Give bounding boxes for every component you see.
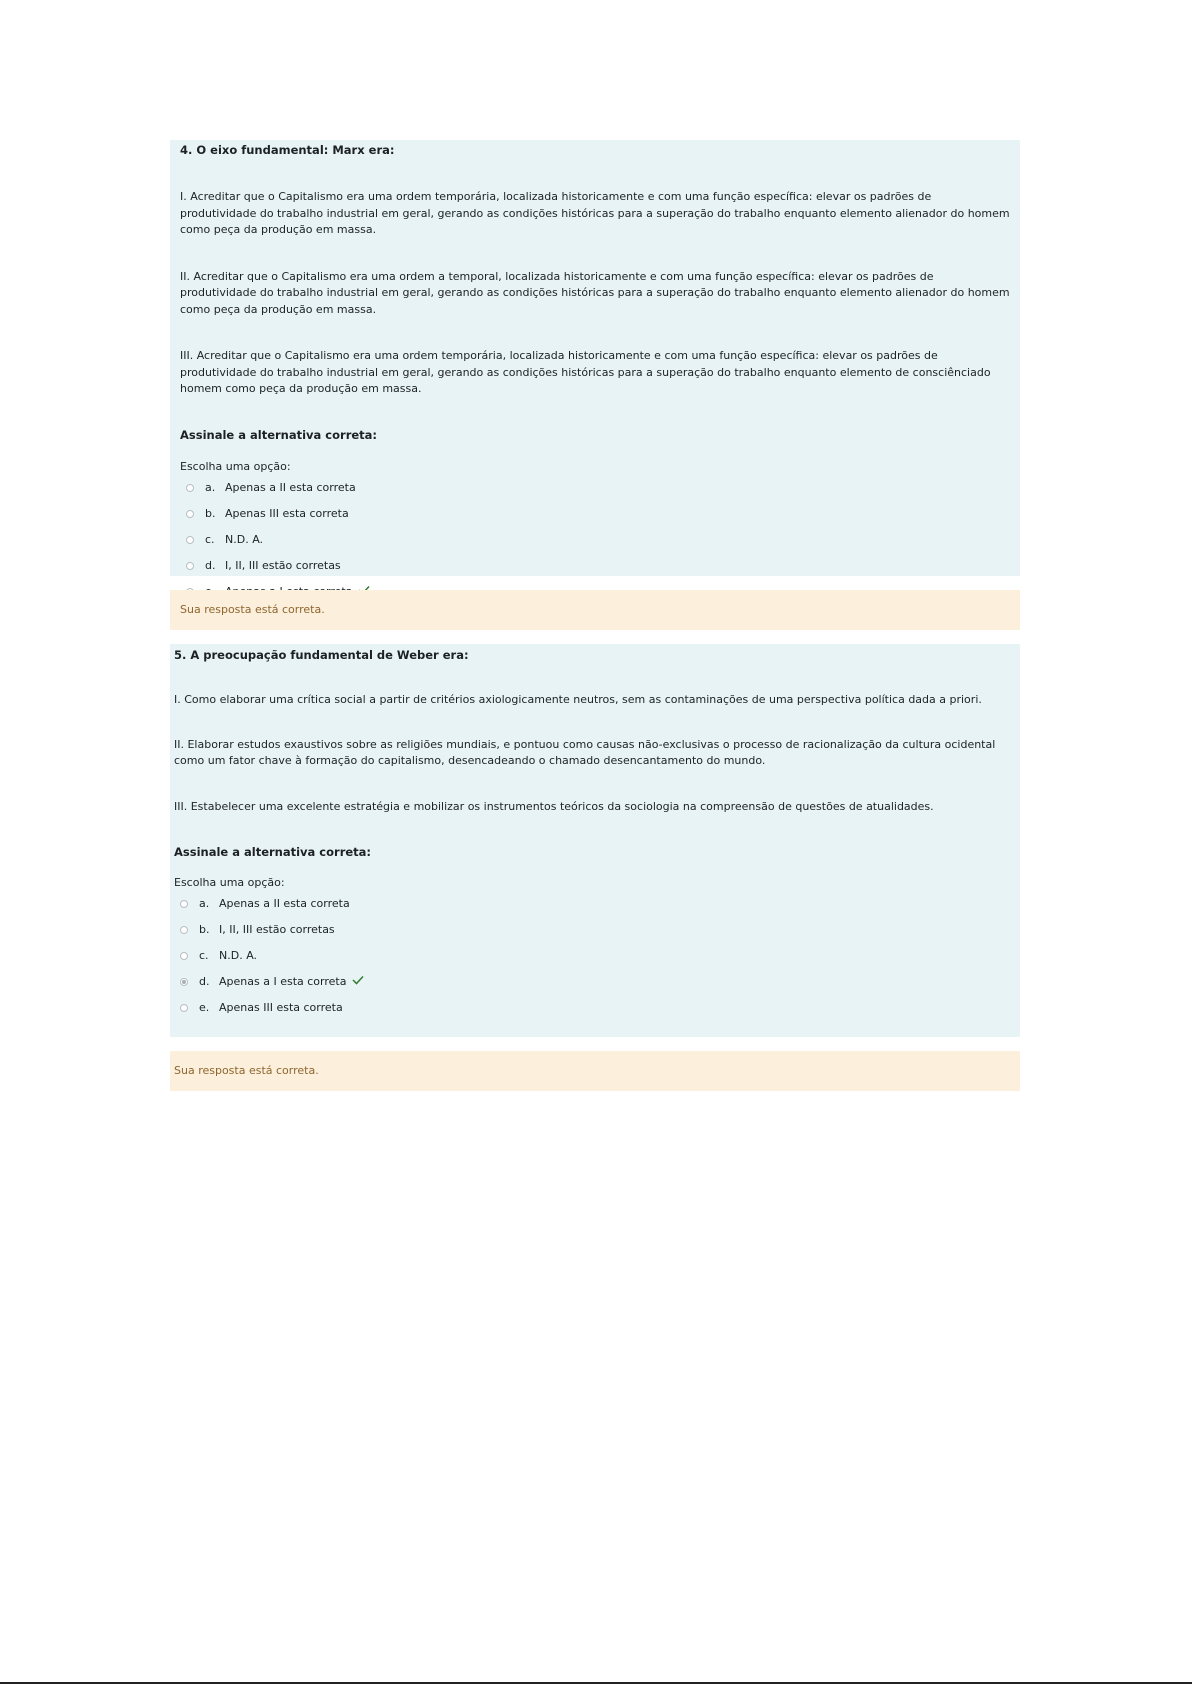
check-icon xyxy=(352,975,364,985)
option-letter: d. xyxy=(205,558,216,572)
statement-ii: II. Acreditar que o Capitalismo era uma ordem a temporal, localizada historicamente e com uma função específica: elevar os padrões de produtividade do trabalho industrial em geral, gerando as condições históricas para a superação do trabalho enquanto elemento alienador do homem como peça da produção em massa. xyxy=(180,269,1010,316)
question-4 xyxy=(170,140,1020,576)
option-text: I, II, III estão corretas xyxy=(225,558,341,572)
option-letter: d. xyxy=(199,975,210,988)
choose-option-label: Escolha uma opção: xyxy=(174,876,285,889)
option-text: Apenas a II esta correta xyxy=(219,897,350,910)
radio-button[interactable] xyxy=(186,484,194,492)
radio-button[interactable] xyxy=(186,562,194,570)
answer-option-b[interactable] xyxy=(174,923,1016,949)
option-letter: c. xyxy=(199,949,209,962)
answer-options xyxy=(174,897,1016,1027)
page-bottom-border xyxy=(0,1682,1192,1684)
answer-option-d[interactable] xyxy=(180,559,1010,585)
radio-button[interactable] xyxy=(180,952,188,960)
radio-button[interactable] xyxy=(180,900,188,908)
question-title: 4. O eixo fundamental: Marx era: xyxy=(180,143,395,157)
radio-button[interactable] xyxy=(186,510,194,518)
option-text: Apenas III esta correta xyxy=(225,506,349,520)
option-letter: a. xyxy=(205,480,216,494)
option-letter: c. xyxy=(205,532,215,546)
answer-option-c[interactable] xyxy=(174,949,1016,975)
option-text: Apenas III esta correta xyxy=(219,1001,343,1014)
option-letter: b. xyxy=(199,923,210,936)
option-text: Apenas a II esta correta xyxy=(225,480,356,494)
feedback-message: Sua resposta está correta. xyxy=(170,1051,1020,1091)
radio-button[interactable] xyxy=(180,926,188,934)
option-letter: a. xyxy=(199,897,210,910)
statement-iii: III. Acreditar que o Capitalismo era uma ordem temporária, localizada historicamente e com uma função específica: elevar os padrões de produtividade do trabalho industrial em geral, gerando as condições históricas para a superação do trabalho enquanto elemento de consciênciado homem como peça da produção em massa. xyxy=(180,349,991,395)
statement-ii: II. Elaborar estudos exaustivos sobre as religiões mundiais, e pontuou como causas não-exclusivas o processo de racionalização da cultura ocidental como um fator chave à formação do capitalismo, desencadeando o chamado desencantamento do mundo. xyxy=(174,737,996,767)
answer-option-c[interactable] xyxy=(180,533,1010,559)
answer-option-e[interactable] xyxy=(174,1001,1016,1027)
choose-option-label: Escolha uma opção: xyxy=(180,459,291,473)
radio-button-selected[interactable] xyxy=(180,978,188,986)
option-letter: e. xyxy=(199,1001,210,1014)
option-text: N.D. A. xyxy=(225,532,264,546)
option-text: N.D. A. xyxy=(219,949,258,962)
radio-button[interactable] xyxy=(186,536,194,544)
statement-i: I. Como elaborar uma crítica social a partir de critérios axiologicamente neutros, sem as contaminações de uma perspectiva política dada a priori. xyxy=(174,693,982,706)
feedback-message: Sua resposta está correta. xyxy=(170,590,1020,630)
option-text: Apenas a I esta correta xyxy=(219,975,347,988)
answer-option-a[interactable] xyxy=(174,897,1016,923)
answer-option-b[interactable] xyxy=(180,507,1010,533)
question-5 xyxy=(170,644,1020,1037)
radio-button[interactable] xyxy=(180,1004,188,1012)
answer-option-d[interactable] xyxy=(174,975,1016,1001)
prompt-label: Assinale a alternativa correta: xyxy=(180,427,378,442)
answer-option-a[interactable] xyxy=(180,481,1010,507)
statement-i: I. Acreditar que o Capitalismo era uma ordem temporária, localizada historicamente e com uma função específica: elevar os padrões de produtividade do trabalho industrial em geral, gerando as condições históricas para a superação do trabalho enquanto elemento alienador do homem como peça da produção em massa. xyxy=(180,190,1010,236)
statement-iii: III. Estabelecer uma excelente estratégia e mobilizar os instrumentos teóricos da sociologia na compreensão de questões de atualidades. xyxy=(174,799,934,813)
question-title: 5. A preocupação fundamental de Weber era: xyxy=(174,648,469,662)
option-text: I, II, III estão corretas xyxy=(219,923,335,936)
prompt-label: Assinale a alternativa correta: xyxy=(174,845,372,859)
option-letter: b. xyxy=(205,506,216,520)
